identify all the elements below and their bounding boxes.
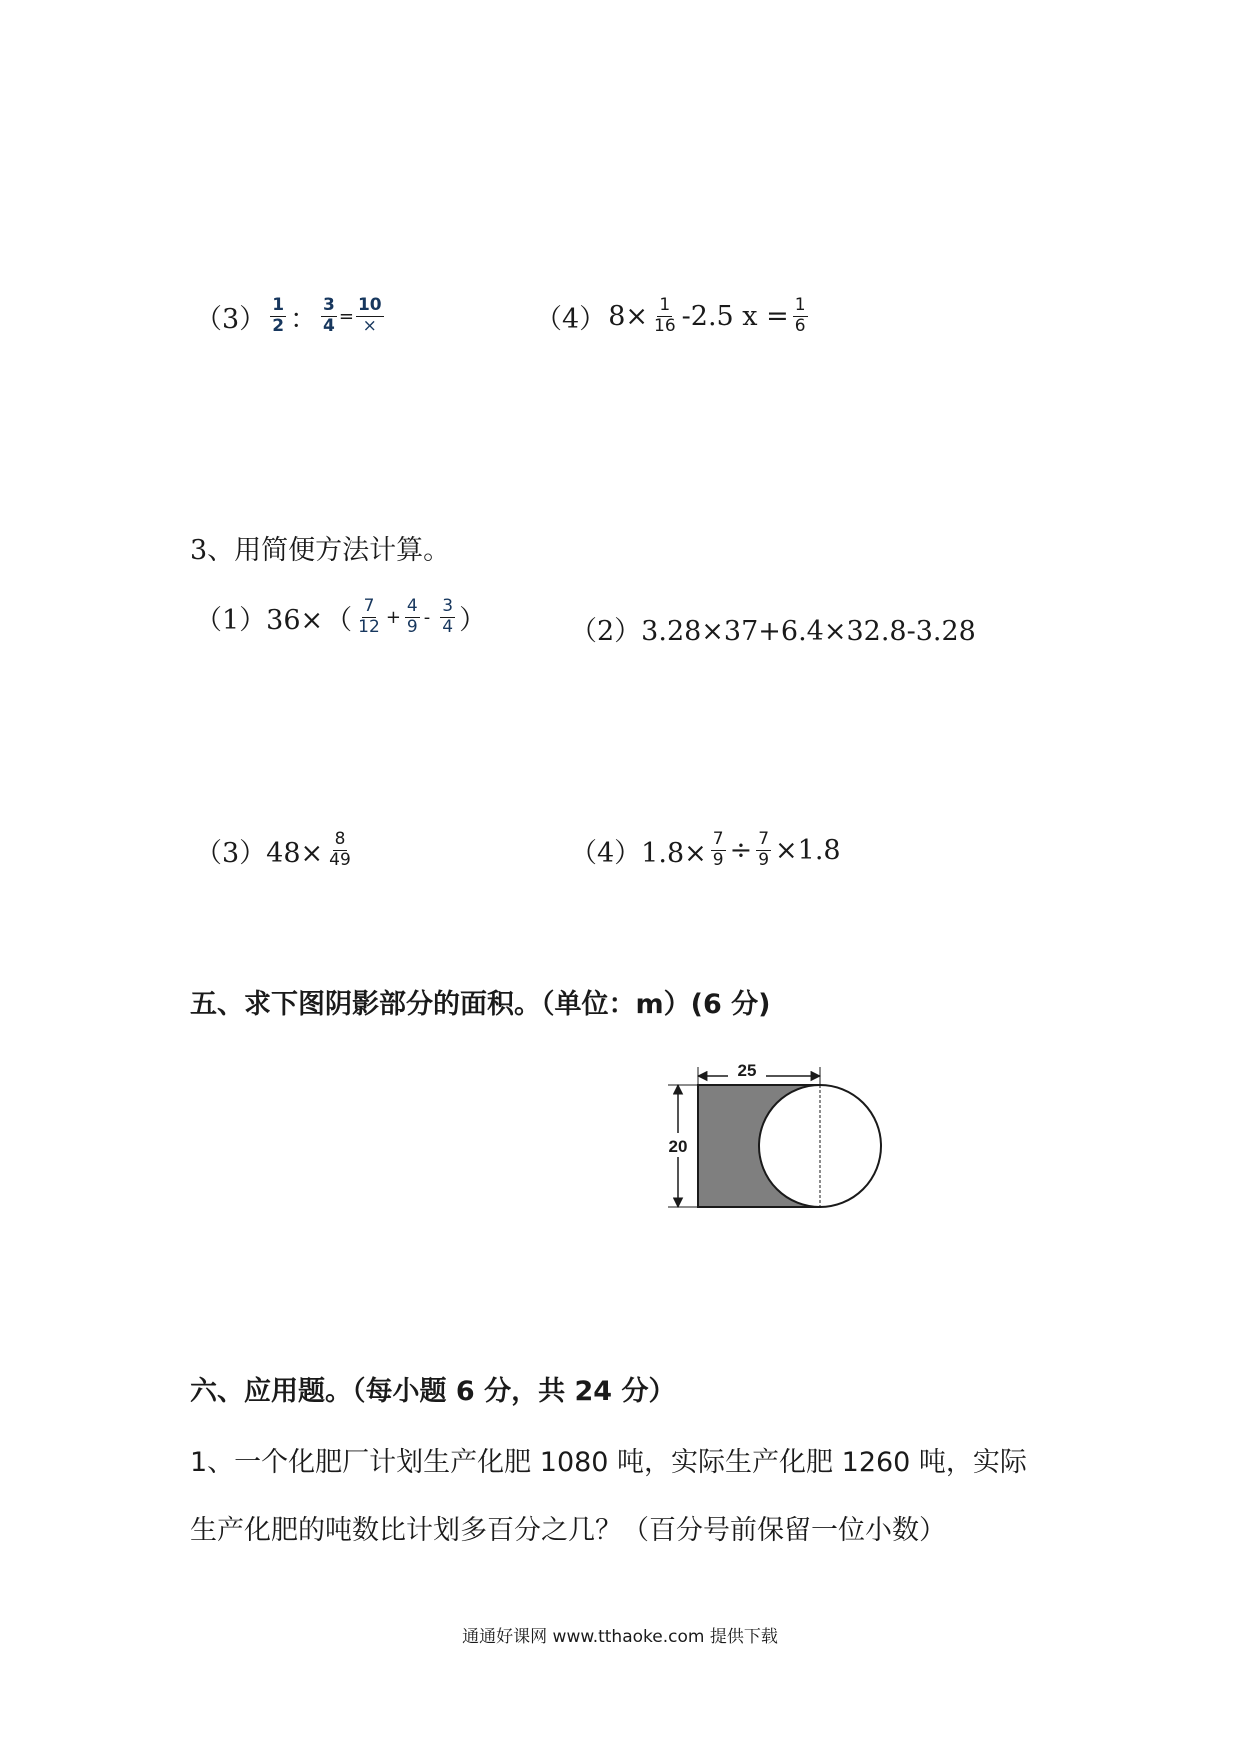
operator: - <box>423 606 431 628</box>
simplify-item-2 <box>570 609 976 648</box>
equation-item-4 <box>535 296 810 336</box>
item-label: （3） <box>195 303 267 335</box>
shaded-area-figure <box>660 1055 890 1225</box>
fraction: $\frac{1}{16}$ <box>654 295 676 336</box>
fraction: $\frac{7}{9}$ <box>758 829 770 870</box>
question-1-line-2: 生产化肥的吨数比计划多百分之几？（百分号前保留一位小数） <box>190 1515 946 1546</box>
height-label: 20 <box>668 1137 688 1156</box>
fraction: $\frac{4}{9}$ <box>406 596 418 637</box>
operator: ÷ <box>729 834 753 866</box>
item-label: （4）1.8× <box>570 837 707 869</box>
fraction: $\frac{3}{4}$ <box>442 596 454 637</box>
simplify-item-1 <box>195 597 486 637</box>
expression-part: ×1.8 <box>775 834 841 866</box>
fraction: $\frac{3}{4}$ <box>323 295 335 336</box>
simplify-item-3 <box>195 830 355 870</box>
expression-part: 8× <box>608 300 648 332</box>
item-label: （3）48× <box>195 837 324 869</box>
item-label: （1）36× <box>195 604 324 636</box>
open-paren: （ <box>325 604 353 636</box>
fraction: $\frac{1}{6}$ <box>794 295 806 336</box>
section-5-title: 五、求下图阴影部分的面积。（单位：m）(6 分) <box>190 989 771 1020</box>
fraction: $\frac{10}{\times}$ <box>357 295 382 336</box>
fraction: $\frac{7}{12}$ <box>358 596 380 637</box>
colon: ： <box>290 303 318 335</box>
width-label: 25 <box>737 1061 757 1080</box>
item-label: （4） <box>535 303 607 335</box>
question-1-line-1: 1、一个化肥厂计划生产化肥 1080 吨，实际生产化肥 1260 吨，实际 <box>190 1447 1027 1478</box>
fraction: $\frac{1}{2}$ <box>272 295 285 336</box>
fraction: $\frac{8}{49}$ <box>329 829 351 870</box>
section-title: 3、用简便方法计算。 <box>190 535 451 566</box>
simplify-item-4 <box>570 830 841 870</box>
fraction: $\frac{7}{9}$ <box>712 829 724 870</box>
equation-item-3 <box>195 296 386 336</box>
expression: （2）3.28×37+6.4×32.8-3.28 <box>570 616 976 647</box>
section-6-title: 六、应用题。（每小题 6 分，共 24 分） <box>190 1376 676 1407</box>
close-paren: ） <box>459 604 487 636</box>
equals-sign: = <box>338 305 354 327</box>
footer-credit: 通通好课网 www.tthaoke.com 提供下载 <box>462 1627 778 1647</box>
operator: + <box>385 606 401 628</box>
expression-part: -2.5 x = <box>681 300 789 332</box>
